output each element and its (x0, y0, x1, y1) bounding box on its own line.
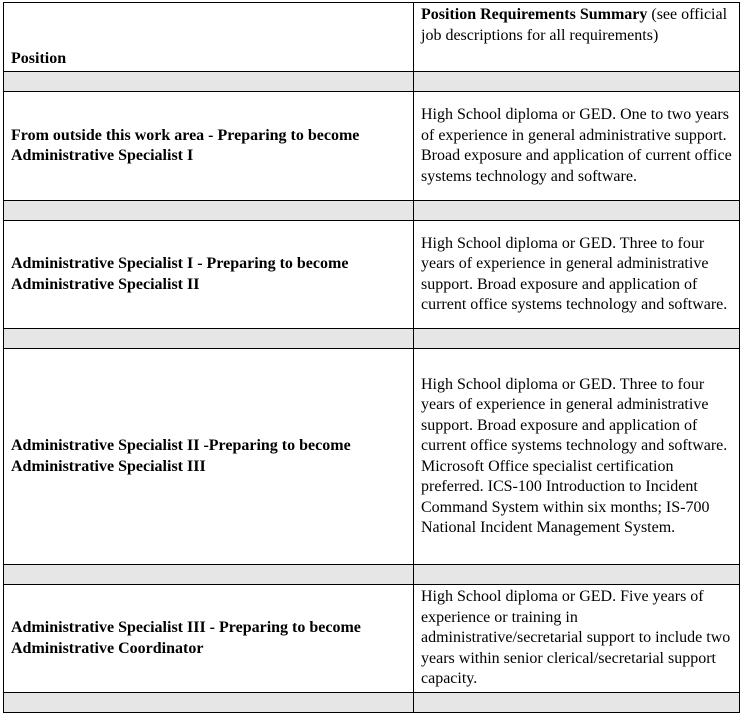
spacer-row (4, 565, 740, 585)
spacer-cell (414, 329, 740, 349)
position-cell: Administrative Specialist II -Preparing to become Administrative Specialist III (4, 349, 414, 565)
spacer-cell (4, 565, 414, 585)
header-position: Position (4, 3, 414, 72)
spacer-cell (4, 201, 414, 221)
table-row (4, 349, 740, 565)
spacer-cell (414, 201, 740, 221)
spacer-row (4, 201, 740, 221)
spacer-cell (4, 329, 414, 349)
spacer-cell (4, 72, 414, 92)
position-cell: From outside this work area - Preparing to become Administrative Specialist I (4, 92, 414, 201)
spacer-row (4, 72, 740, 92)
spacer-row (4, 329, 740, 349)
spacer-cell (414, 693, 740, 713)
spacer-cell (414, 565, 740, 585)
requirements-cell: High School diploma or GED. Five years of experience or training in administrative/secretarial support to include two years within senior clerical/secretarial support capacity. (414, 585, 740, 693)
header-row (4, 3, 740, 72)
table-row (4, 585, 740, 693)
spacer-cell (4, 693, 414, 713)
requirements-cell: High School diploma or GED. Three to four years of experience in general administrative support. Broad exposure and application of current office systems technology and software. Microsoft Office specialist certification preferred. ICS-100 Introduction to Incident Command System within six months; IS-700 National Incident Management System. (414, 349, 740, 565)
spacer-row (4, 693, 740, 713)
position-requirements-table (3, 2, 740, 713)
spacer-cell (414, 72, 740, 92)
header-summary-title: Position Requirements Summary (421, 6, 648, 23)
requirements-cell: High School diploma or GED. One to two years of experience in general administrative support. Broad exposure and application of current office systems technology and software. (414, 92, 740, 201)
header-summary-note: (see official job descriptions for all requirements) (421, 6, 728, 44)
table-row (4, 221, 740, 329)
requirements-cell: High School diploma or GED. Three to four years of experience in general administrative support. Broad exposure and application of current office systems technology and software. (414, 221, 740, 329)
position-cell: Administrative Specialist III - Preparing to become Administrative Coordinator (4, 585, 414, 693)
position-cell: Administrative Specialist I - Preparing to become Administrative Specialist II (4, 221, 414, 329)
header-summary (414, 3, 740, 72)
table-row (4, 92, 740, 201)
